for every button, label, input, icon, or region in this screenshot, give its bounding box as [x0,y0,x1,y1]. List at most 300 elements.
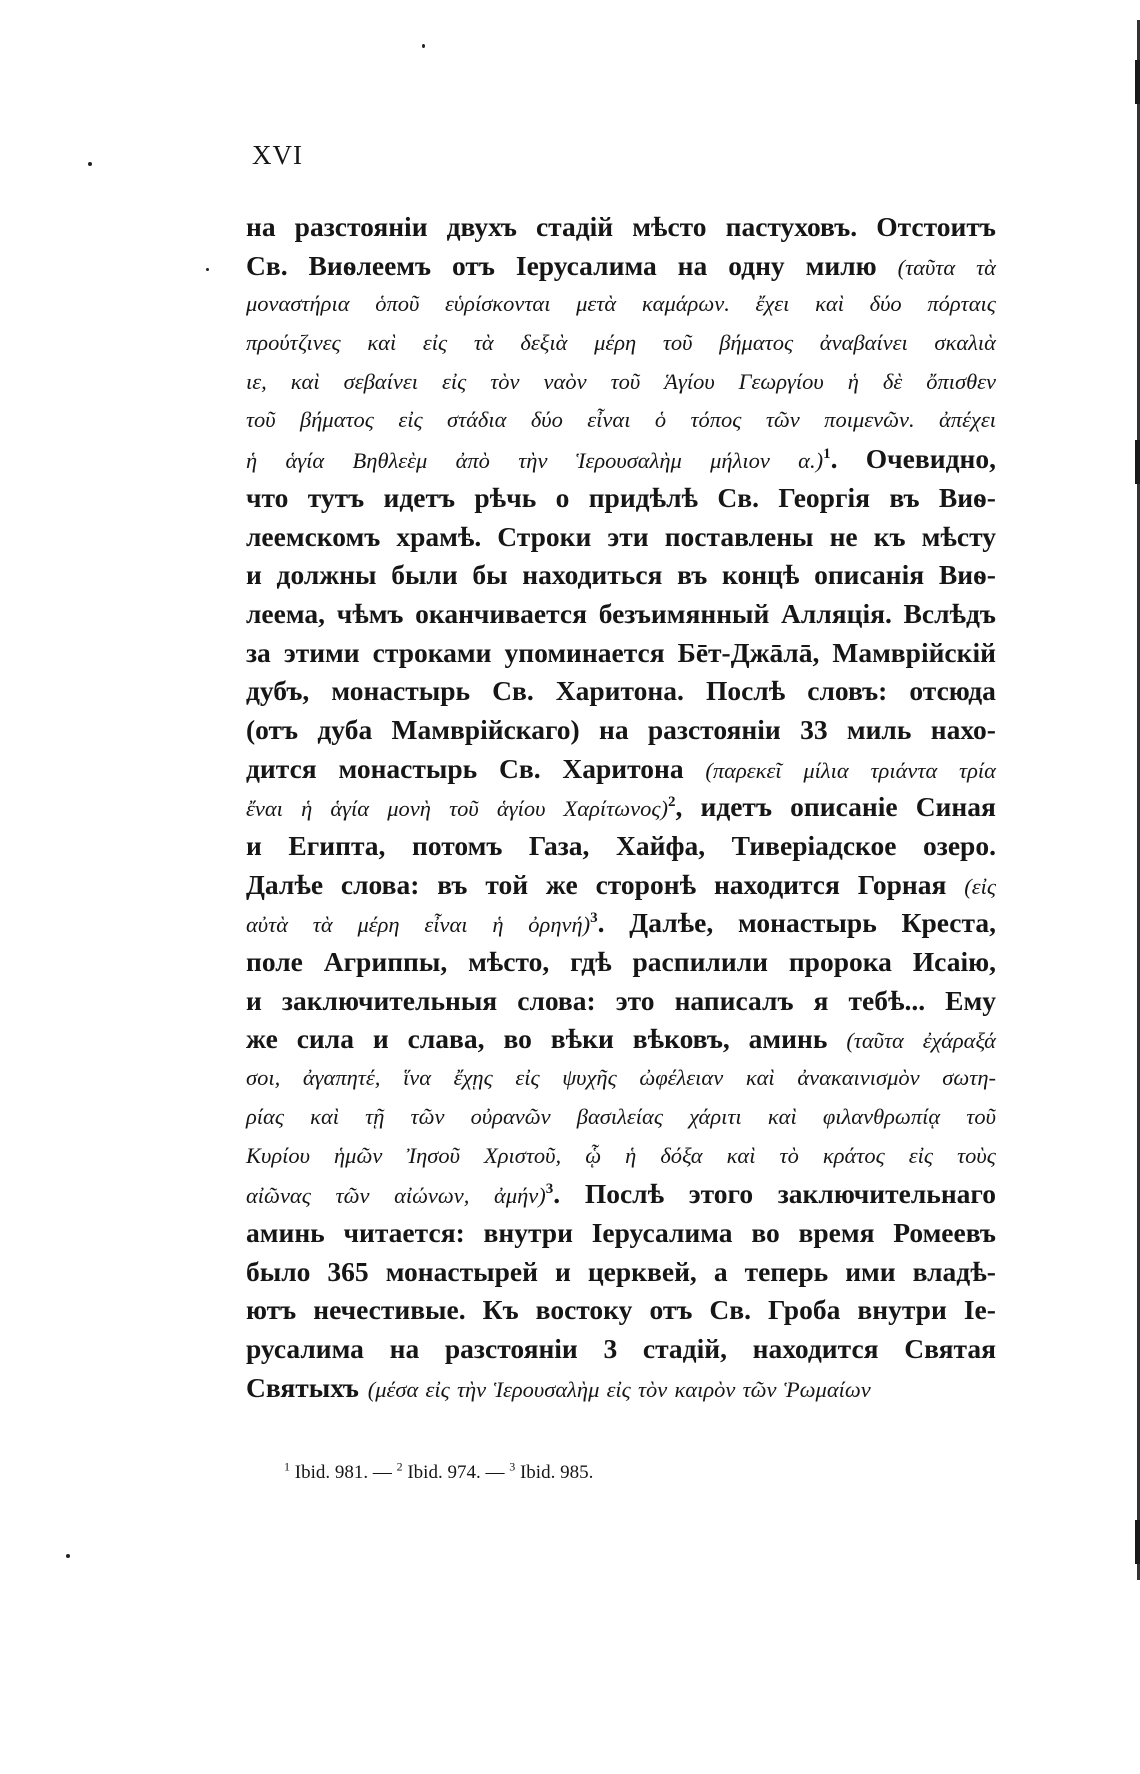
word: δύο [530,407,563,433]
word: (ταῦτα [846,1028,904,1054]
word: Къ [482,1294,519,1326]
word: Ἰησοῦ [406,1142,460,1168]
footnote-ref: 3 [590,910,598,927]
word: ἀνακαινισμὸν [797,1065,920,1091]
word: τῶν [335,1183,370,1209]
word: Ему [945,984,996,1016]
word: на [598,713,629,745]
word: Бēт-Джāлā, [677,636,820,668]
word: Строки [497,520,592,552]
text-line [246,440,996,479]
word: ὄπισθεν [926,368,996,394]
punctuation: , [675,791,683,823]
word: 365 [327,1255,369,1287]
word: εἶναι [587,407,631,433]
punctuation: . [597,907,605,939]
word: Ῥωμαίων [783,1376,871,1402]
word: τριάντα [870,757,938,783]
word: и [554,1255,571,1287]
word: мѣсто [632,211,707,242]
text-line [246,750,996,789]
word: (παρεκεῖ [705,757,782,783]
word: ἡ [246,448,258,474]
word: αὐτὰ [246,912,289,938]
edge-mark [1135,1520,1140,1564]
word: тебѣ... [848,984,926,1016]
word: εἰς [515,1065,540,1091]
word: μέρη [357,912,400,938]
word: заключительныя [281,984,498,1016]
word: σεβαίνει [343,368,418,394]
word: поставлены [664,520,814,552]
word: τὸν [638,1376,668,1402]
text-line [246,1214,996,1253]
word: описаніе [790,791,898,823]
word: сторонѣ [595,868,697,900]
word: были [391,559,458,591]
word: двухъ [446,211,517,242]
word: τὴν [518,448,548,474]
word: βήματος [719,330,794,356]
word: ψυχῆς [562,1065,617,1091]
word: Горная [857,868,947,900]
word: μήλιον [710,448,770,474]
word: φιλανθρωπίᾳ [822,1103,941,1129]
word: строками [372,636,492,668]
text-line [246,1253,996,1292]
text-line [246,595,996,634]
word: тутъ [307,481,365,513]
word: μέρη [594,330,637,356]
text-line [246,711,996,750]
word: Харитона. [555,675,684,707]
word: безъимянный [598,597,770,629]
word: чѣмъ [336,597,404,629]
word: храмѣ. [396,520,482,552]
word: время [798,1216,875,1248]
word: καμάρων. [641,291,730,317]
word: на [389,1332,420,1364]
text-line [246,1330,996,1369]
word: Очевидно, [865,443,996,475]
footnote-text: Ibid. 981. — [294,1462,392,1483]
word: рѣчь [474,481,537,513]
word: τὰ [976,254,996,280]
text-line [246,943,996,982]
word: стадій [535,211,614,242]
punctuation: . [553,1178,561,1210]
word: Тиверіадское [731,830,897,861]
text-line [246,982,996,1021]
word: Вслѣдъ [903,597,996,629]
word: и [246,984,262,1016]
word: не [829,520,858,552]
word: α.) [798,448,824,474]
word: μίλια [803,757,849,783]
text-line [246,479,996,518]
word: Мамврійскій [832,636,996,668]
word: внутри [857,1294,947,1326]
word: распилили [632,946,768,978]
footnote-text: Ibid. 985. [519,1462,594,1483]
word: о [555,481,570,513]
word: а [713,1255,728,1287]
word: ιε, [246,368,267,394]
word: Виѳ- [938,481,996,513]
text-line [246,672,996,711]
word: τοὺς [957,1142,996,1168]
word: идетъ [700,791,772,823]
word-with-footnote [798,440,837,481]
word: (μέσα [367,1376,419,1402]
word: χάριτι [689,1103,742,1129]
word: востоку [535,1294,633,1326]
word: нечестивые. [313,1294,466,1326]
word: эти [607,520,649,552]
footnote-ref: 2 [667,794,676,811]
text-line [246,324,996,363]
word: дубъ, [246,675,310,707]
word: Хайфа, [616,830,706,861]
word: εὑρίσκονται [444,291,551,317]
word: сила [296,1023,354,1055]
text-line [246,827,996,866]
word: 3 [603,1332,618,1364]
text-line [246,1291,996,1330]
word: находится [713,868,840,900]
word: теперь [744,1255,829,1287]
text-line [246,208,996,247]
word: концѣ [721,559,800,591]
word: ἡ [492,912,504,938]
word: въ [677,559,708,591]
text-line [246,1098,996,1137]
word: (εἰς [964,873,996,899]
word: должны [276,559,377,591]
word: καὶ [367,330,397,356]
word: ἐχάραξά [922,1028,996,1054]
word: ἀγαπητέ, [302,1065,381,1091]
word: дуба [317,713,373,745]
word: пророка [788,946,892,978]
word: отъ [452,249,495,281]
word: Георгія [778,481,870,513]
word: ἁγία [330,796,370,822]
word: владѣ- [912,1255,996,1287]
word: Мамврійскаго) [391,713,580,745]
word: εἰς [422,330,448,356]
footnotes [284,1459,594,1484]
word: аминь [246,1216,325,1248]
word: и [372,1023,389,1055]
footnote-text: Ibid. 974. — [407,1462,505,1483]
word: разстояніи [647,713,781,745]
word: κράτος [822,1142,885,1168]
word: мѣсту [921,520,996,552]
word: εἰς [425,1376,450,1402]
footnote-ref: 3 [545,1181,554,1198]
word: οὐρανῶν [470,1103,551,1129]
word: Послѣ [705,675,786,707]
word: δύο [869,291,902,317]
word: ими [845,1255,896,1287]
word: τοῦ [449,796,479,822]
word: ᾧ [585,1142,602,1168]
edge-mark [1135,440,1140,484]
word: δεξιὰ [520,330,568,356]
word: ἔχῃς [453,1065,493,1091]
word: этого [688,1178,754,1210]
word: и [246,830,262,861]
word: озеро. [923,830,996,861]
footnote-number: 2 [396,1459,403,1474]
text-line [246,401,996,440]
word: ἔχει [755,291,790,317]
word: одну [728,249,785,281]
word: Алляція. [781,597,892,629]
word: описанія [814,559,925,591]
word: τῶν [410,1103,445,1129]
word: Синая [915,791,996,823]
word: упоминается [504,636,665,668]
word: Іерусалима [515,249,657,281]
word: на [677,249,708,281]
word: Харитона [562,752,684,784]
word: придѣлѣ [588,481,699,513]
text-line [246,904,996,943]
word: τοῦ [662,330,693,356]
word: πόρταις [927,291,996,317]
word: Βηθλεὲμ [352,448,428,474]
word: σωτη- [942,1065,996,1091]
word: μονὴ [387,796,431,822]
word: Ἱερουσαλὴμ [575,448,682,474]
word: Далѣе, [629,907,714,939]
word: Далѣе [246,868,324,900]
word: Іерусалима [591,1216,733,1248]
word: ρίας [246,1103,284,1129]
word: ἔναι [246,796,283,822]
word: Ἱερουσαλὴμ [493,1376,600,1402]
word: къ [873,520,906,552]
word: стадій, [642,1332,727,1364]
text-line [246,1059,996,1098]
word: заключительнаго [777,1178,996,1210]
word: σοι, [246,1065,281,1091]
word: ἡ [301,796,313,822]
word: ἡ [847,368,859,394]
edge-mark [1135,60,1140,104]
word: τοῦ [966,1103,996,1129]
footnote-number: 1 [284,1459,290,1474]
footnote-number: 3 [509,1459,516,1474]
word: Св. [499,752,541,784]
word: τὸν [490,368,520,394]
word: это [615,984,655,1016]
body-text [246,208,996,1407]
word: слова: [340,868,420,900]
word: προύτζινες [246,330,341,356]
word-with-footnote [528,904,604,945]
word: пастуховъ. [725,211,858,242]
word: Газа, [528,830,590,861]
word: τόπος [690,407,742,433]
word: Виѳлеемъ [308,249,432,281]
word: 33 [800,713,828,745]
word: αἰώνων, [394,1183,470,1209]
word: στάδια [446,407,507,433]
word: Исаію, [912,946,996,978]
word: καὶ [310,1103,340,1129]
word: Креста, [901,907,996,939]
word: что [246,481,289,513]
word: τρία [959,757,996,783]
word: вѣки [550,1023,614,1055]
word: Виѳ- [938,559,996,591]
word: дится [246,752,317,784]
word: καὶ [290,368,320,394]
word: αἰῶνας [246,1183,311,1209]
word: Св. [717,481,759,513]
word: церквей, [587,1255,697,1287]
word: во [503,1023,532,1055]
word: Св. [709,1294,751,1326]
word: τὰ [473,330,494,356]
text-line [246,363,996,402]
word: μετὰ [576,291,617,317]
word: монастырь [738,907,877,939]
word: миль [846,713,912,745]
word: въ [889,481,920,513]
text-line [246,285,996,324]
word: Отстоитъ [876,211,996,242]
word: во [751,1216,780,1248]
word: гдѣ [570,946,612,978]
word: леема, [246,597,326,629]
word: аминь [748,1023,828,1055]
word: находиться [522,559,663,591]
word: Послѣ [584,1178,665,1210]
text-line [246,1020,996,1059]
word: ἁγία [285,448,325,474]
word: этими [283,636,360,668]
word: внутри [483,1216,573,1248]
word: εἰς [908,1142,934,1168]
word: мѣсто, [468,946,550,978]
word: δὲ [882,368,903,394]
word: καὶ [726,1142,756,1168]
text-line [246,788,996,827]
word: καιρὸν [674,1376,736,1402]
word: милю [805,249,877,281]
word: τοῦ [246,407,276,433]
word: Святыхъ [246,1371,359,1403]
word: же [246,1023,278,1055]
word: ἀπὸ [455,448,490,474]
word: ютъ [246,1294,297,1326]
word: читается: [343,1216,465,1248]
word: леемскомъ [246,520,381,552]
word: отъ [649,1294,693,1326]
text-line [246,1369,996,1408]
word: нахо- [930,713,996,745]
word: ὠφέλειαν [639,1065,724,1091]
word: βήματος [300,407,374,433]
word: той [485,868,529,900]
word: Κυρίου [246,1142,310,1168]
word: μοναστήρια [246,291,350,317]
word: Ромеевъ [893,1216,996,1248]
word: ὁ [654,407,667,433]
word: слова: [517,984,596,1016]
word: разстояніи [444,1332,578,1364]
word: εἰς [398,407,423,433]
word: εἰς [606,1376,631,1402]
text-line [246,556,996,595]
word: βασιλείας [576,1103,663,1129]
word: ἁγίου [496,796,546,822]
word: я [813,984,829,1016]
word: ὀρηνή) [528,912,591,938]
word: ἡμῶν [334,1142,383,1168]
word: монастырь [331,675,471,707]
word: оканчивается [415,597,588,629]
word: ἀπέχει [938,407,996,433]
word: τῶν [765,407,800,433]
word: ναὸν [543,368,587,394]
word: Іе- [963,1294,996,1326]
word: τῇ [365,1103,385,1129]
word: (отъ [246,713,299,745]
word: Св. [492,675,534,707]
word: монастырей [385,1255,538,1287]
word: Св. [246,249,288,281]
word: русалима [246,1332,364,1364]
word-with-footnote [494,1175,560,1216]
text-line [246,1137,996,1176]
word: Γεωργίου [738,368,824,394]
word: καὶ [767,1103,797,1129]
word: поле [246,946,303,978]
word: Χαρίτωνος) [563,796,668,822]
word: τοῦ [610,368,641,394]
word: разстояніи [294,211,428,242]
word: τὸ [779,1142,799,1168]
word: слава, [407,1023,485,1055]
word: ἀναβαίνει [819,330,908,356]
text-line [246,518,996,557]
word: σκαλιὰ [934,330,996,356]
word: τὴν [456,1376,487,1402]
word: на [246,211,276,242]
text-line [246,1175,996,1214]
word: ἡ [625,1142,637,1168]
word: въ [437,868,468,900]
word: и [246,559,262,591]
scan-speck [88,162,92,166]
word: написалъ [674,984,794,1016]
word: за [246,636,271,668]
word: Святая [904,1332,996,1364]
word: отсюда [909,675,996,707]
scan-speck [206,268,209,271]
word: Ἁγίου [664,368,715,394]
word-with-footnote [564,788,683,829]
word: δόξα [660,1142,703,1168]
word: бы [472,559,508,591]
word: καὶ [815,291,844,317]
word: (ταῦτα [897,254,956,280]
